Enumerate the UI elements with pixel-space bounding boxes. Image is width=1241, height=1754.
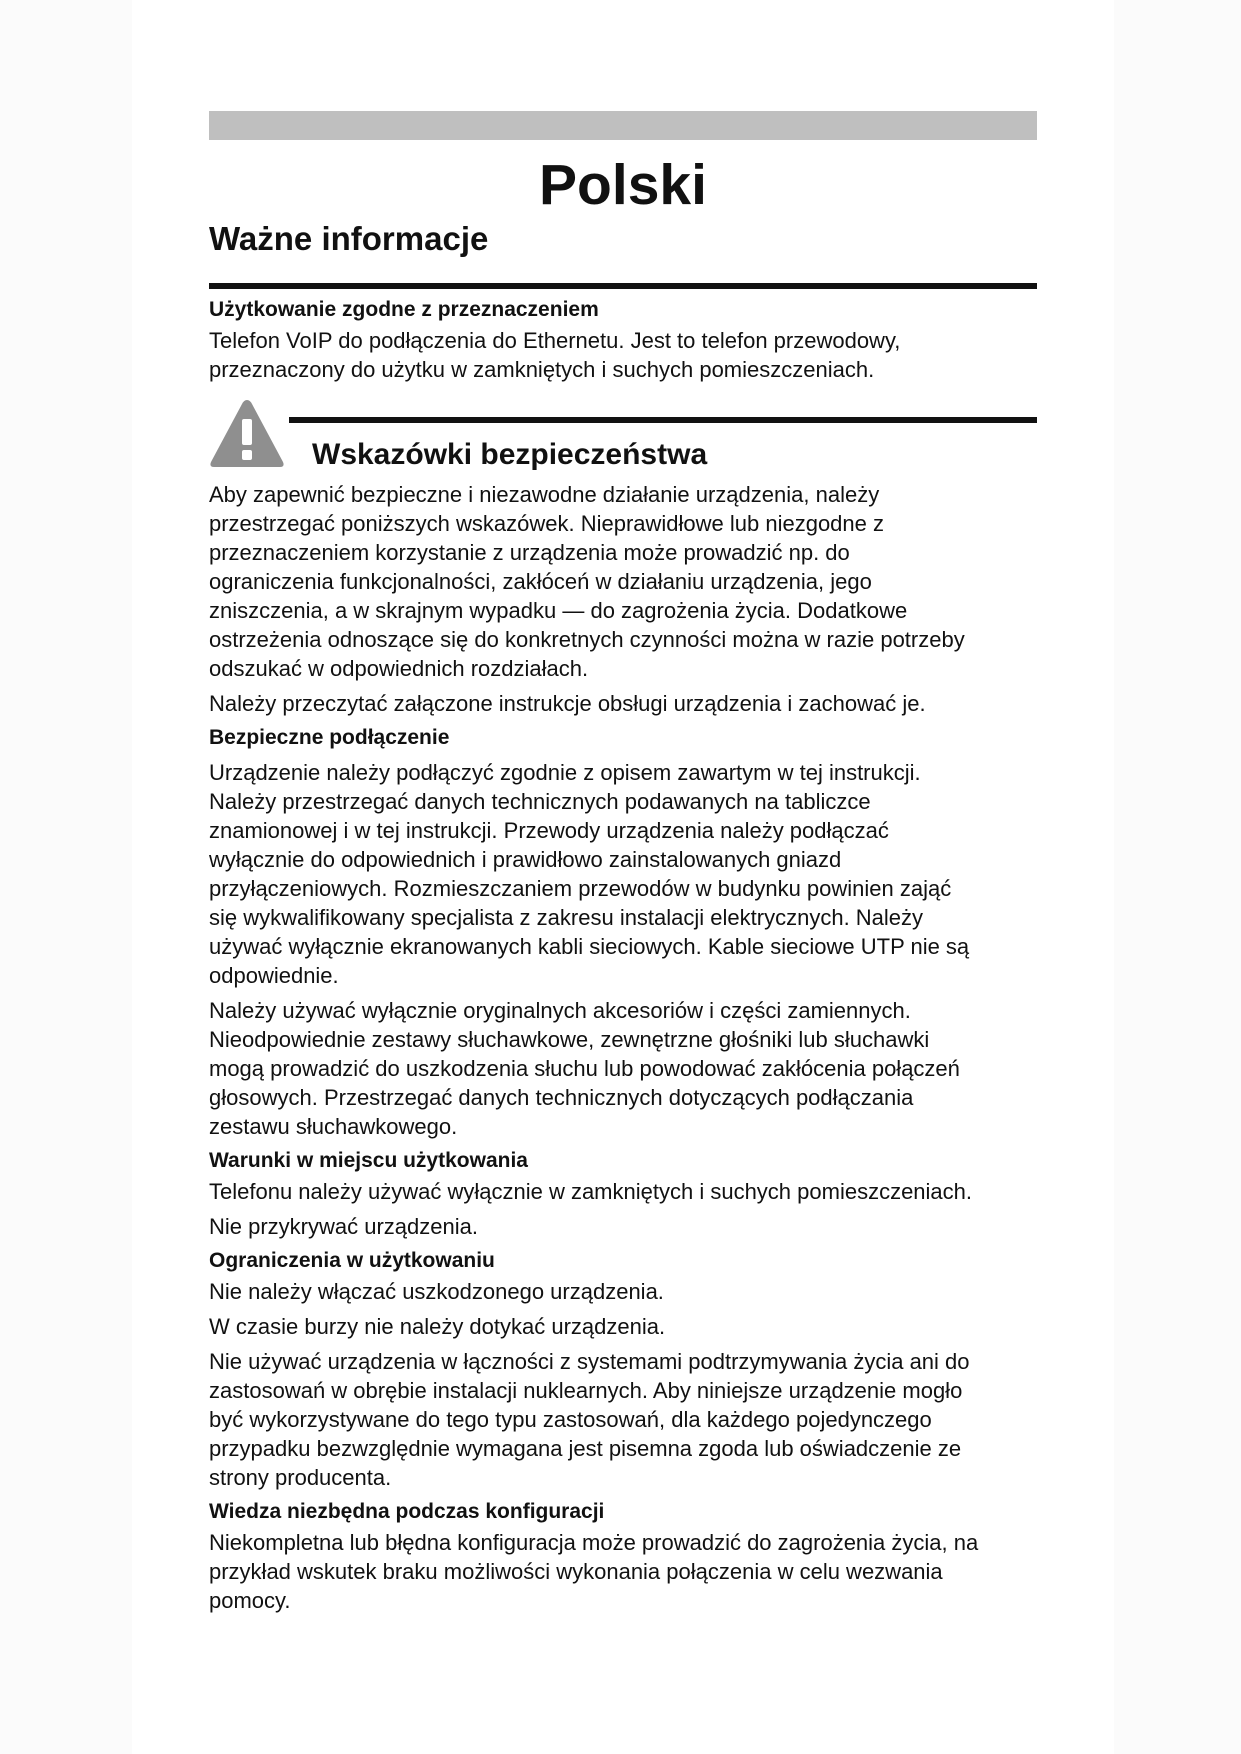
restrictions-p2: W czasie burzy nie należy dotykać urządzenia. [209, 1314, 666, 1339]
site-conditions-heading: Warunki w miejscu użytkowania [209, 1149, 528, 1172]
header-bar [209, 111, 1037, 140]
safety-intro: Aby zapewnić bezpieczne i niezawodne działanie urządzenia, należy przestrzegać poniższych wskazówek. Nieprawidłowe lub niezgodne z przeznaczeniem korzystanie z urządzenia może prowadzić np. do ograniczenia funkcjonalności, zakłóceń w działaniu urządzenia, jego zniszczenia, a w skrajnym wypadku — do zagrożenia życia. Dodatkowe ostrzeżenia odnoszące się do konkretnych czynności można w razie potrzeby odszukać w odpowiednich rozdziałach. [209, 482, 965, 681]
restrictions-heading: Ograniczenia w użytkowaniu [209, 1249, 495, 1272]
intended-use-text: Telefon VoIP do podłączenia do Ethernetu. Jest to telefon przewodowy, przeznaczony do użytku w zamkniętych i suchych pomieszczeniach. [209, 328, 901, 382]
intended-use-heading: Użytkowanie zgodne z przeznaczeniem [209, 298, 599, 321]
safe-connection-p1: Urządzenie należy podłączyć zgodnie z opisem zawartym w tej instrukcji. Należy przestrzegać danych technicznych podawanych na tabliczce znamionowej i w tej instrukcji. Przewody urządzenia należy podłączać wyłącznie do odpowiednich i prawidłowo zainstalowanych gniazd przyłączeniowych. Rozmieszczaniem przewodów w budynku powinien zająć się wykwalifikowany specjalista z zakresu instalacji elektrycznych. Należy używać wyłącznie ekranowanych kabli sieciowych. Kable sieciowe UTP nie są odpowiednie. [209, 760, 970, 988]
site-conditions-p2: Nie przykrywać urządzenia. [209, 1214, 478, 1239]
read-manual-note: Należy przeczytać załączone instrukcje obsługi urządzenia i zachować je. [209, 691, 926, 716]
language-title: Polski [539, 153, 707, 217]
intended-use-section [209, 296, 1037, 384]
safety-title: Wskazówki bezpieczeństwa [312, 438, 708, 471]
safe-connection-p2: Należy używać wyłącznie oryginalnych akcesoriów i części zamiennych. Nieodpowiednie zestawy słuchawkowe, zewnętrzne głośniki lub słuchawki mogą prowadzić do uszkodzenia słuchu lub powodować zakłócenia połączeń głosowych. Przestrzegać danych technicznych dotyczących podłączania zestawu słuchawkowego. [209, 998, 960, 1139]
safety-section [209, 480, 1037, 1615]
configuration-p1: Niekompletna lub błędna konfiguracja może prowadzić do zagrożenia życia, na przykład wskutek braku możliwości wykonania połączenia w celu wezwania pomocy. [209, 1530, 979, 1613]
configuration-heading: Wiedza niezbędna podczas konfiguracji [209, 1500, 605, 1523]
page-title: Ważne informacje [209, 220, 489, 257]
safety-rule [289, 417, 1037, 423]
restrictions-p3: Nie używać urządzenia w łączności z systemami podtrzymywania życia ani do zastosowań w obrębie instalacji nuklearnych. Aby niniejsze urządzenie mogło być wykorzystywane do tego typu zastosowań, dla każdego pojedynczego przypadku bezwzględnie wymagana jest pisemna zgoda lub oświadczenie ze strony producenta. [209, 1349, 970, 1490]
restrictions-p1: Nie należy włączać uszkodzonego urządzenia. [209, 1279, 664, 1304]
warning-triangle-icon [208, 397, 286, 470]
title-rule [209, 283, 1037, 289]
safe-connection-heading: Bezpieczne podłączenie [209, 726, 450, 749]
site-conditions-p1: Telefonu należy używać wyłącznie w zamkniętych i suchych pomieszczeniach. [209, 1179, 973, 1204]
